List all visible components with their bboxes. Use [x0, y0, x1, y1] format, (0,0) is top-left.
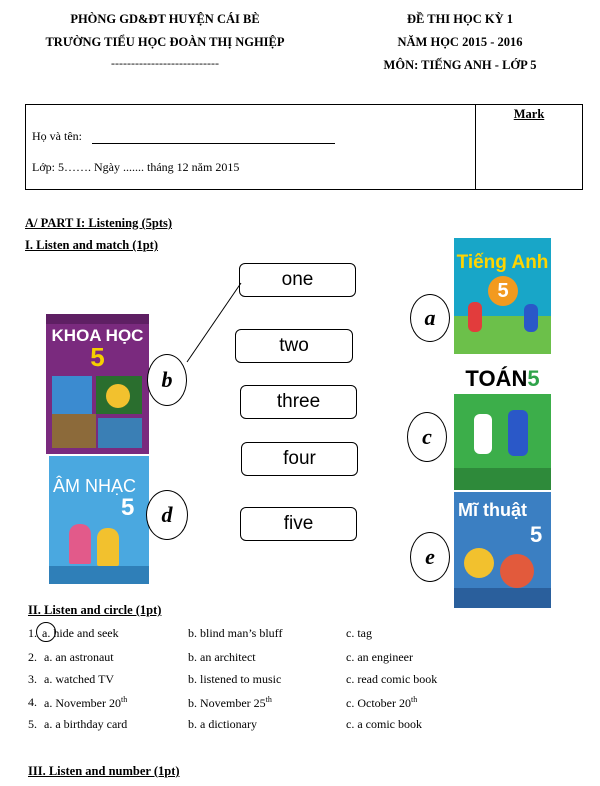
- book-am-nhac-num: 5: [121, 494, 135, 521]
- book-khoa-hoc: [46, 314, 149, 454]
- part1-title: A/ PART I: Listening (5pts): [25, 216, 173, 230]
- q4-a-sup: th: [120, 695, 128, 704]
- school-name: TRƯỜNG TIỂU HỌC ĐOÀN THỊ NGHIỆP: [45, 35, 285, 49]
- word-box-five: five: [240, 507, 357, 541]
- book-tieng-anh: [454, 238, 551, 354]
- q5-option-b[interactable]: b. a dictionary: [188, 717, 257, 731]
- letter-circle-b: b: [147, 354, 187, 406]
- book-mi-thuat: [454, 492, 551, 608]
- book-am-nhac: [49, 456, 149, 584]
- section1-title: I. Listen and match (1pt): [25, 238, 158, 252]
- q2-option-c[interactable]: c. an engineer: [346, 650, 413, 664]
- letter-circle-e: e: [410, 532, 450, 582]
- q4-c-sup: th: [410, 695, 418, 704]
- q3-num: 3.: [28, 672, 37, 686]
- book-mi-thuat-title: Mĩ thuật: [458, 500, 527, 520]
- word-box-four: four: [241, 442, 358, 476]
- q5-option-c[interactable]: c. a comic book: [346, 717, 422, 731]
- book-toan-title-text: TOÁN: [465, 366, 528, 391]
- letter-circle-d: d: [146, 490, 188, 540]
- q4-option-a[interactable]: [44, 695, 127, 711]
- name-label: Họ và tên:: [32, 129, 82, 143]
- q3-option-c[interactable]: c. read comic book: [346, 672, 438, 686]
- q3-option-a[interactable]: a. watched TV: [44, 672, 115, 686]
- subject-line: MÔN: TIẾNG ANH - LỚP 5: [383, 58, 537, 72]
- q4-a-text: a. November 20: [44, 696, 121, 710]
- q1-option-b[interactable]: b. blind man’s bluff: [188, 626, 283, 640]
- letter-circle-c: c: [407, 412, 447, 462]
- q2-num: 2.: [28, 650, 37, 664]
- school-dept: PHÒNG GD&ĐT HUYỆN CÁI BÈ: [70, 12, 260, 26]
- q1-option-a[interactable]: a. hide and seek: [42, 626, 119, 640]
- q4-c-text: c. October 20: [346, 696, 411, 710]
- q4-b-text: b. November 25: [188, 696, 266, 710]
- book-am-nhac-title: ÂM NHẠC: [53, 476, 137, 496]
- book-tieng-anh-title: Tiếng Anh: [456, 252, 549, 273]
- book-toan-num: 5: [527, 366, 540, 391]
- letter-circle-a: a: [410, 294, 450, 342]
- school-year: NĂM HỌC 2015 - 2016: [397, 35, 523, 49]
- word-box-three: three: [240, 385, 357, 419]
- q4-option-c[interactable]: [346, 695, 417, 711]
- section3-title: III. Listen and number (1pt): [28, 764, 180, 778]
- header-divider: ---------------------------: [111, 56, 219, 70]
- word-box-two: two: [235, 329, 353, 363]
- section2-title: II. Listen and circle (1pt): [28, 603, 162, 617]
- q4-b-sup: th: [265, 695, 272, 704]
- q5-option-a[interactable]: a. a birthday card: [44, 717, 128, 731]
- book-toan-title: [454, 366, 551, 392]
- class-date-line: Lớp: 5……. Ngày ....... tháng 12 năm 2015: [32, 160, 240, 174]
- q1-option-c[interactable]: c. tag: [346, 626, 372, 640]
- book-mi-thuat-num: 5: [530, 522, 543, 547]
- q4-option-b[interactable]: [188, 695, 272, 711]
- book-tieng-anh-num: 5: [488, 276, 518, 306]
- q1-num: 1.: [28, 626, 37, 640]
- word-box-one: one: [239, 263, 356, 297]
- q4-num: 4.: [28, 695, 37, 709]
- q2-option-a[interactable]: a. an astronaut: [44, 650, 114, 664]
- exam-title: ĐỀ THI HỌC KỲ 1: [406, 12, 514, 26]
- book-khoa-hoc-num: 5: [90, 342, 105, 372]
- mark-label: Mark: [513, 107, 545, 121]
- q5-num: 5.: [28, 717, 37, 731]
- q3-option-b[interactable]: b. listened to music: [188, 672, 282, 686]
- q2-option-b[interactable]: b. an architect: [188, 650, 256, 664]
- book-toan: [454, 360, 551, 490]
- book-khoa-hoc-title: KHOA HỌC: [51, 326, 144, 345]
